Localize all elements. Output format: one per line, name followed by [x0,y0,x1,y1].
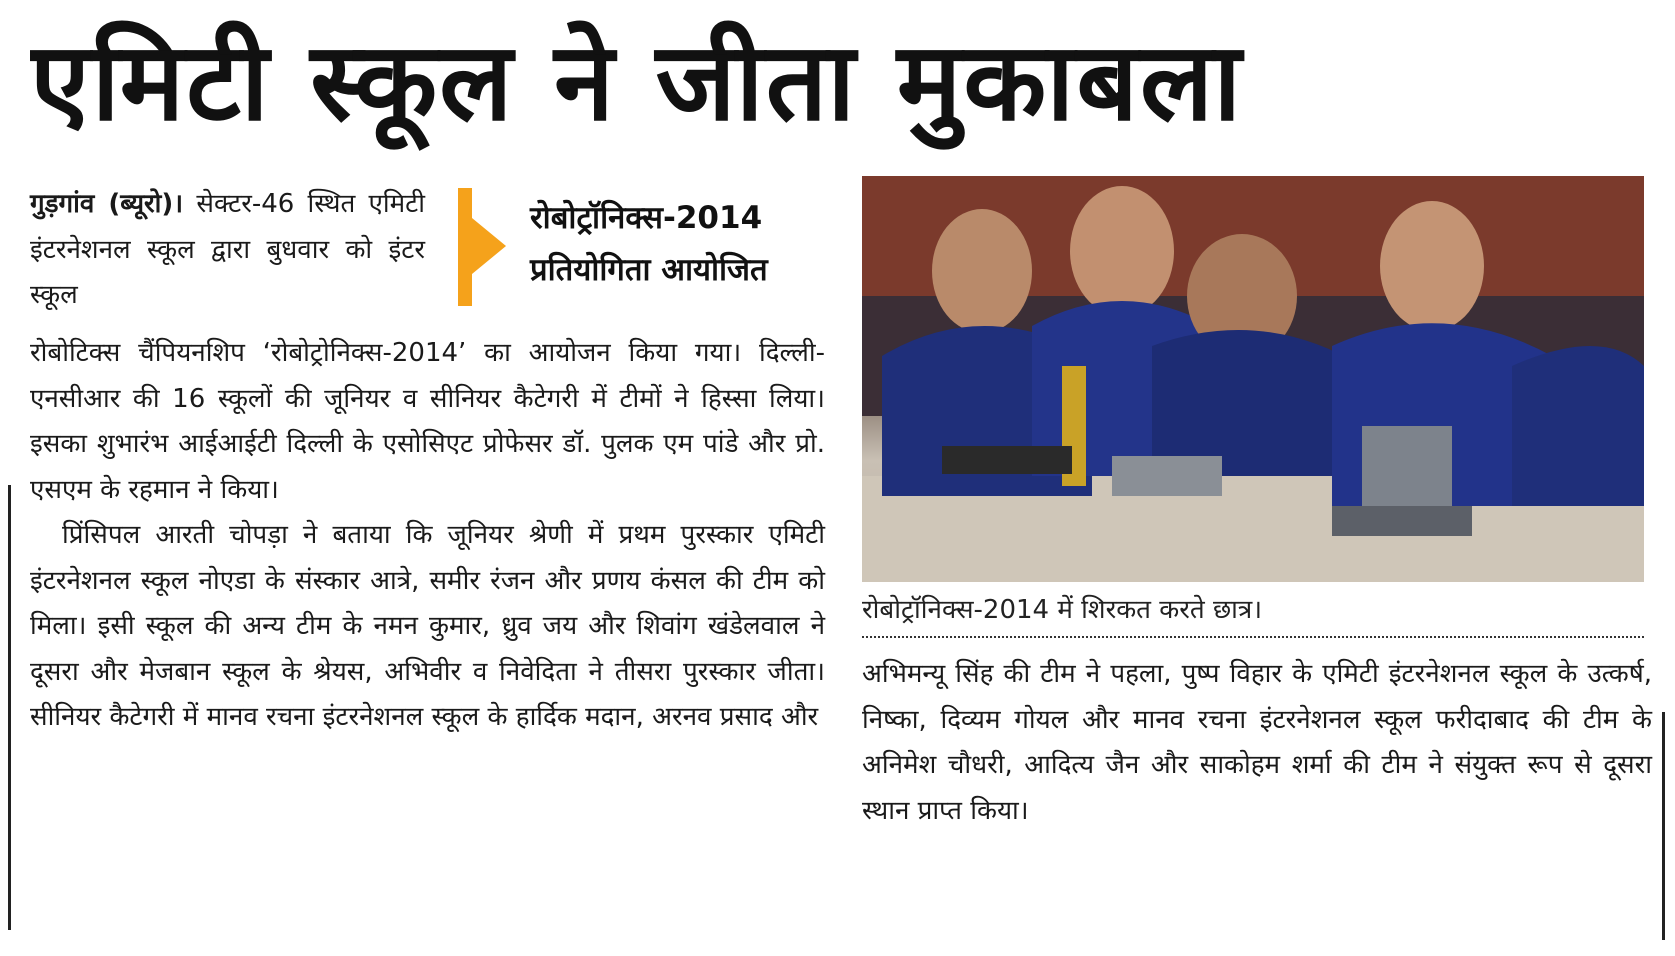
body-left-paragraph-2: प्रिंसिपल आरती चोपड़ा ने बताया कि जूनियर श्रेणी में प्रथम पुरस्कार एमिटी इंटरनेशनल स्कूल नोएडा के संस्कार आत्रे, समीर रंजन और प्रणय कंसल की टीम को मिला। इसी स्कूल की अन्य टीम के नमन कुमार, ध्रुव जय और शिवांग खंडेलवाल ने दूसरा और मेजबान स्कूल के श्रेयस, अभिवीर व निवेदिता ने तीसरा पुरस्कार जीता। सीनियर कैटेगरी में मानव रचना इंटरनेशनल स्कूल के हार्दिक मदान, अरनव प्रसाद और [30,520,825,732]
article-photo [862,176,1644,582]
deck-line-1: रोबोट्रॉनिक्स-2014 [530,200,763,236]
body-left-column [30,331,825,741]
caption-divider [862,636,1644,638]
deck-subheading [530,192,830,296]
lead-paragraph [30,182,425,319]
left-margin-rule [8,485,11,930]
body-left-paragraph-1: रोबोटिक्स चैंपियनशिप ‘रोबोट्रोनिक्स-2014’ का आयोजन किया गया। दिल्ली-एनसीआर की 16 स्कूलों की जूनियर व सीनियर कैटेगरी में टीमों ने हिस्सा लिया। इसका शुभारंभ आईआईटी दिल्ली के एसोसिएट प्रोफेसर डॉ. पुलक एम पांडे और प्रो. एसएम के रहमान ने किया। [30,338,825,505]
deck-line-2: प्रतियोगिता आयोजित [530,252,768,288]
photo-caption: रोबोट्रॉनिक्स-2014 में शिरकत करते छात्र। [862,595,1263,625]
body-right-paragraph-1: अभिमन्यू सिंह की टीम ने पहला, पुष्प विहार के एमिटी इंटरनेशनल स्कूल के उत्कर्ष, निष्का, दिव्यम गोयल और मानव रचना इंटरनेशनल स्कूल फरीदाबाद की टीम के अनिमेश चौधरी, आदित्य जैन और साकोहम शर्मा की टीम ने संयुक्त रूप से दूसरा स्थान प्राप्त किया। [862,659,1652,826]
callout-marker [458,188,530,306]
photo-illustration [862,176,1644,582]
headline: एमिटी स्कूल ने जीता मुकाबला [30,20,1244,145]
dateline: गुड़गांव (ब्यूरो)। [30,189,184,219]
callout-arrow-icon [472,218,506,274]
lead-text: सेक्टर-46 स्थित एमिटी इंटरनेशनल स्कूल द्वारा बुधवार को इंटर स्कूल [30,189,425,310]
callout-bar [458,188,472,306]
right-margin-rule [1662,712,1665,940]
body-right-column [862,652,1652,834]
